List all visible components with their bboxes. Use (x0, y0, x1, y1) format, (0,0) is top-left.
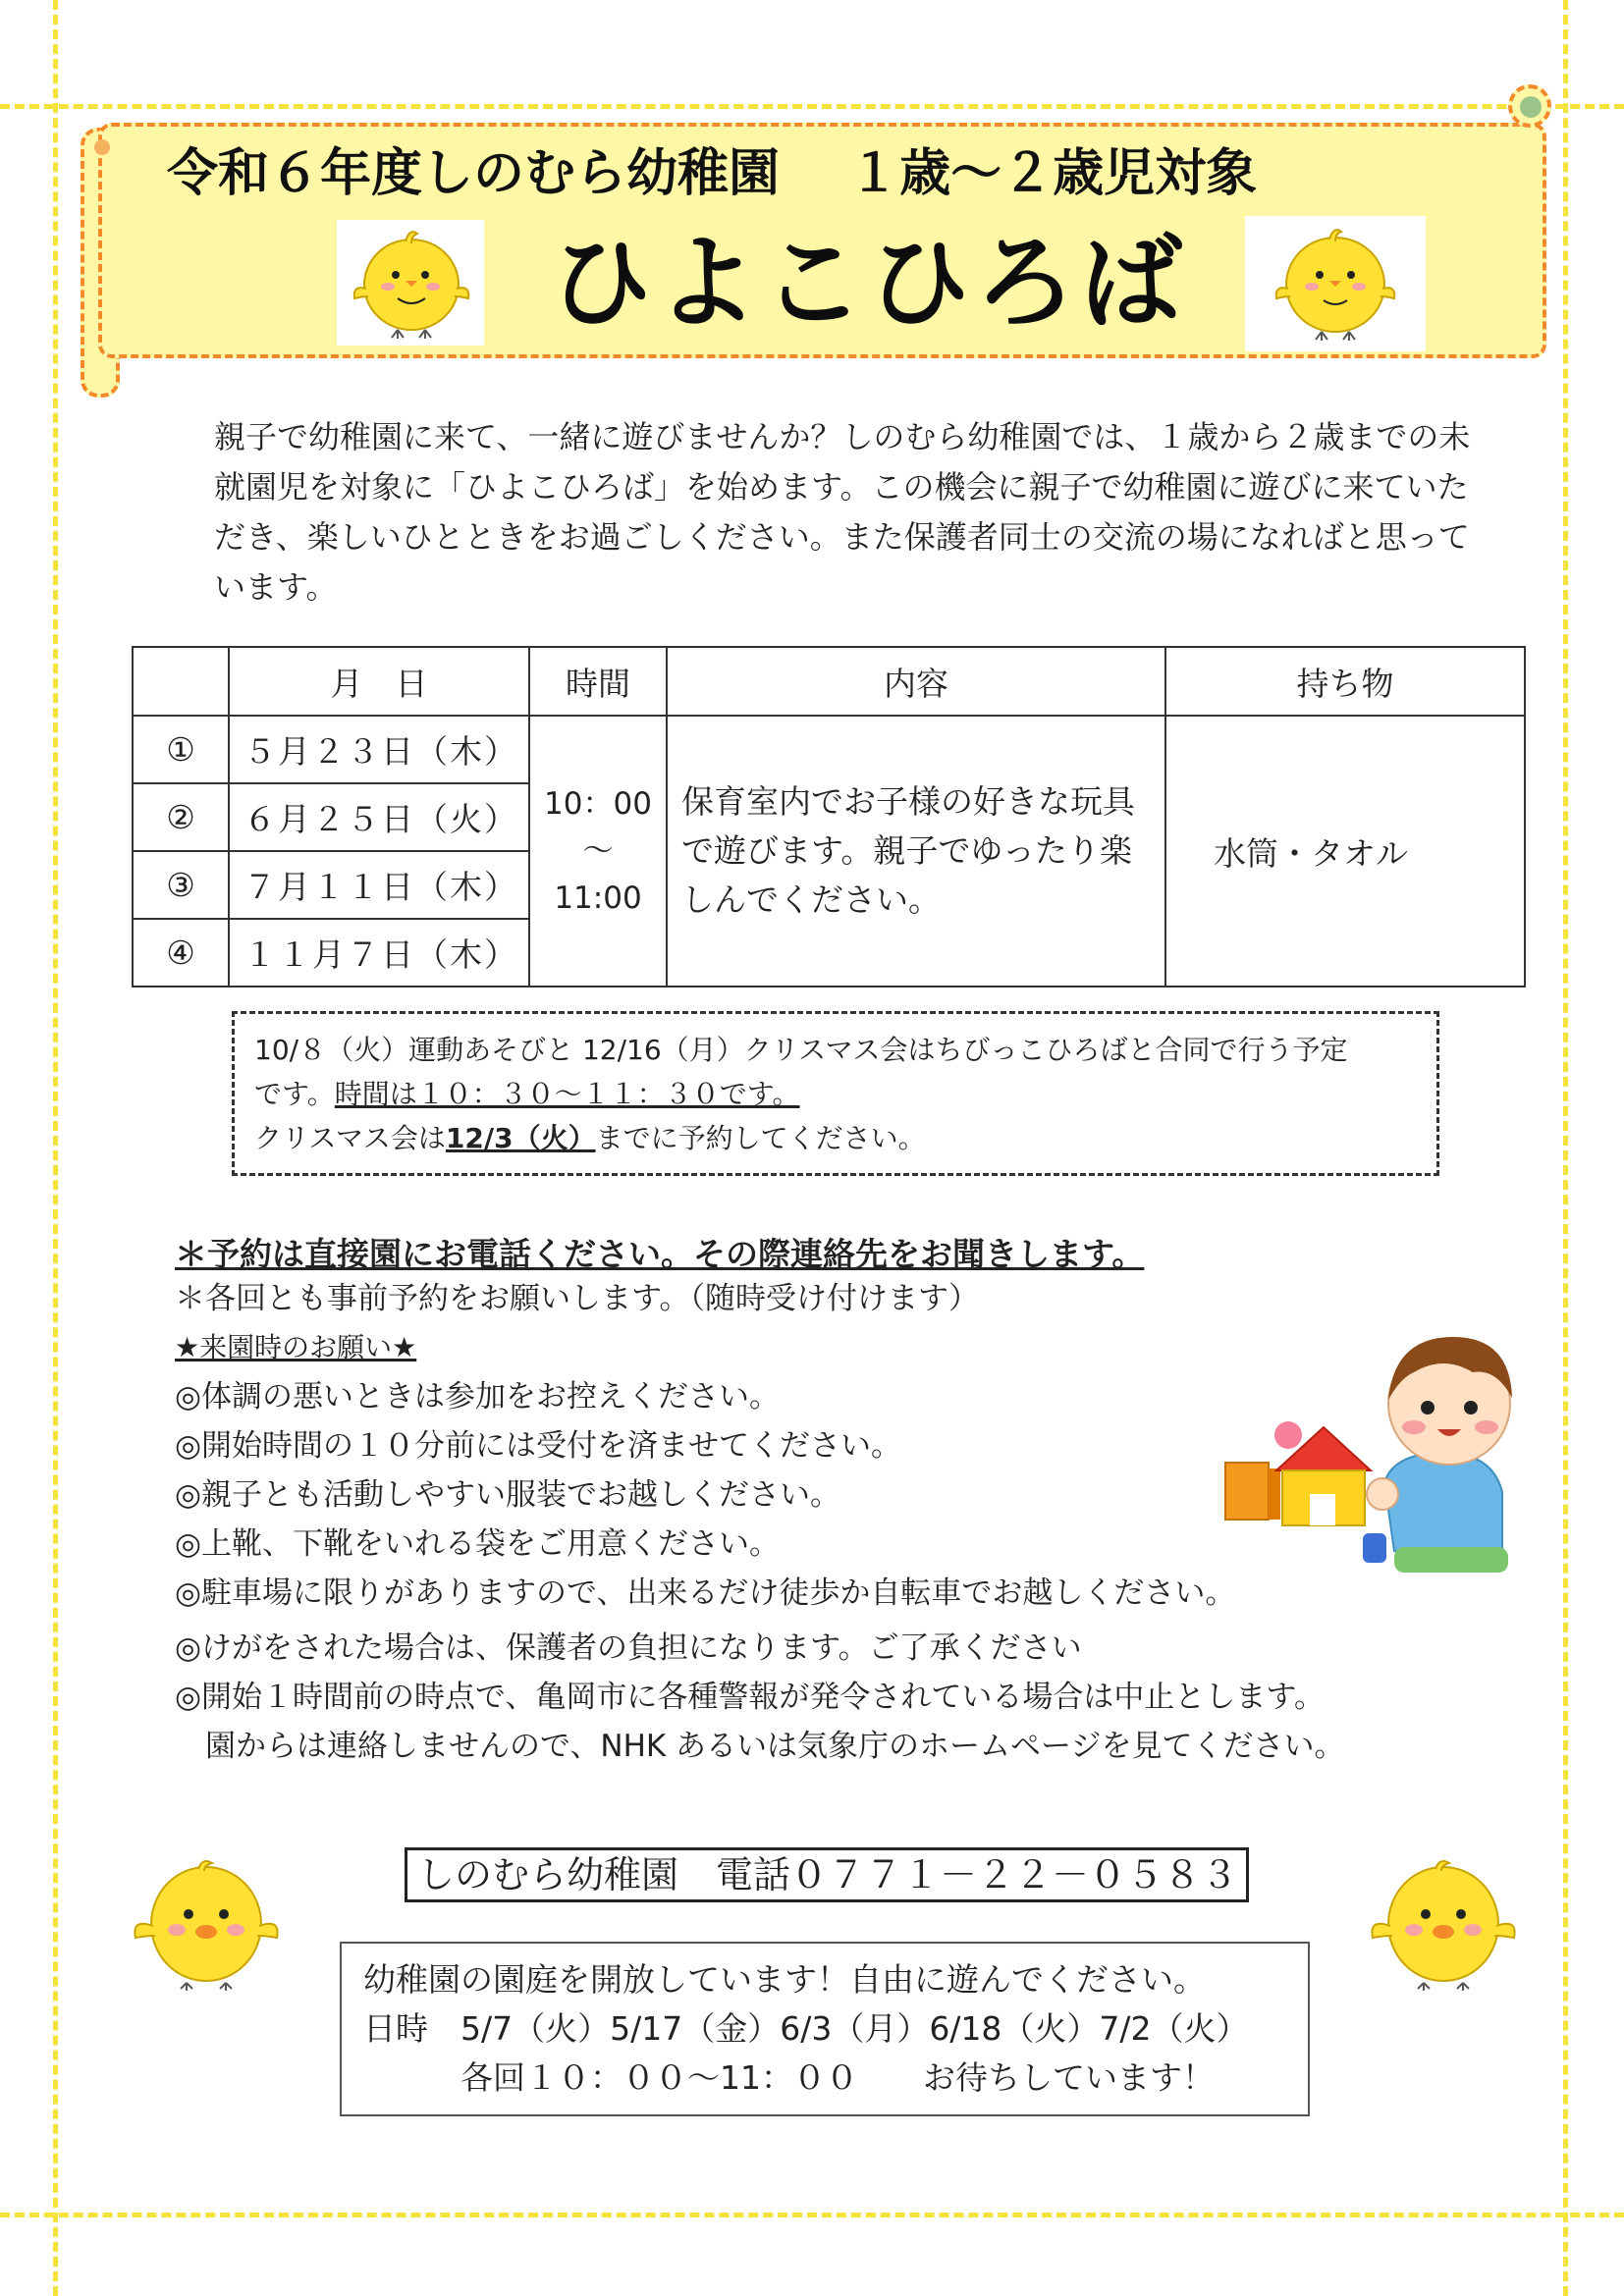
request-item: ◎駐車場に限りがありますので、出来るだけ徒歩か自転車でお越しください。 (175, 1575, 1236, 1611)
request-item: ◎親子とも活動しやすい服装でお越しください。 (175, 1477, 841, 1513)
request-item: ◎上靴、下靴をいれる袋をご用意ください。 (175, 1526, 781, 1562)
session-time (529, 716, 667, 987)
intro-paragraph: 親子で幼稚園に来て、一緒に遊びませんか？しのむら幼稚園では、１歳から２歳までの未就園児を対象に「ひよこひろば」を始めます。この機会に親子で幼稚園に遊びに来ていただき、楽しいひとときをお過ごしください。また保護者同士の交流の場になればと思っています。 (214, 418, 1471, 606)
garden-time: 各回１０：００～11：００ お待ちしています！ (363, 2058, 1215, 2097)
notice-deadline: 12/3（火） (445, 1122, 596, 1154)
header-time: 時間 (529, 647, 667, 716)
chick-icon-bottom-left (128, 1853, 285, 1991)
session-number: ② (133, 783, 229, 851)
time-end: 11:00 (554, 881, 642, 916)
reservation-heading: ＊予約は直接園にお電話ください。その際連絡先をお聞きします。 (175, 1235, 1145, 1273)
request-item: ◎開始時間の１０分前には受付を済ませてください。 (175, 1428, 902, 1464)
frame-right-dashes (1563, 0, 1568, 2296)
session-date: ７月１１日（木） (229, 851, 529, 919)
notice-line-2-prefix: です。 (254, 1078, 335, 1110)
time-separator: ～ (582, 833, 614, 869)
schedule-header-row (133, 647, 1525, 716)
session-date: １１月７日（木） (229, 919, 529, 987)
garden-dates: 日時 5/7（火）5/17（金）6/3（月）6/18（火）7/2（火） (363, 2009, 1249, 2048)
request-item: 園からは連絡しませんので、NHK あるいは気象庁のホームページを見てください。 (175, 1729, 1345, 1764)
page-title: ひよこひろば (550, 223, 1187, 343)
notice-line-3-prefix: クリスマス会は (254, 1122, 446, 1154)
session-number: ① (133, 716, 229, 783)
chick-icon-left (337, 220, 484, 346)
notice-line-3 (254, 1116, 1417, 1160)
frame-bottom-dashes (0, 2213, 1624, 2217)
request-item: ◎けがをされた場合は、保護者の負担になります。ご了承ください (175, 1630, 1082, 1666)
session-number: ③ (133, 851, 229, 919)
schedule-table (132, 646, 1526, 988)
session-date: ６月２５日（火） (229, 783, 529, 851)
session-number: ④ (133, 919, 229, 987)
notice-time-underlined: 時間は１０：３０～１１：３０です。 (334, 1078, 800, 1110)
contact-phone-box: しのむら幼稚園 電話０７７１－２２－０５８３ (405, 1847, 1249, 1902)
session-items: 水筒・タオル (1165, 716, 1525, 987)
session-date: ５月２３日（木） (229, 716, 529, 783)
reservation-note: ＊各回とも事前予約をお願いします。（随時受け付けます） (175, 1281, 980, 1316)
chick-icon-right (1245, 216, 1426, 351)
request-item: ◎開始１時間前の時点で、亀岡市に各種警報が発令されている場合は中止とします。 (175, 1680, 1325, 1715)
child-playing-blocks-illustration (1218, 1325, 1542, 1590)
banner-curl-right-dot (1520, 96, 1542, 118)
header-num (133, 647, 229, 716)
header-content: 内容 (667, 647, 1165, 716)
table-row (133, 716, 1525, 783)
garden-open-box (340, 1942, 1310, 2116)
notice-box (232, 1011, 1439, 1176)
banner-curl-dot (94, 139, 110, 155)
requests-title: ★来園時のお願い★ (175, 1331, 417, 1363)
notice-line-1: 10/８（火）運動あそびと 12/16（月）クリスマス会はちびっこひろばと合同で行う予定 (254, 1034, 1348, 1066)
frame-top-dashes (0, 104, 1624, 109)
request-item: ◎体調の悪いときは参加をお控えください。 (175, 1379, 781, 1415)
header-items: 持ち物 (1165, 647, 1525, 716)
header-date: 月 日 (229, 647, 529, 716)
time-start: 10：00 (544, 786, 652, 822)
frame-left-dashes (53, 0, 58, 2296)
header-subtitle: 令和６年度しのむら幼稚園 １歳～２歳児対象 (167, 144, 1258, 203)
garden-line-1: 幼稚園の園庭を開放しています！自由に遊んでください。 (363, 1960, 1206, 1999)
notice-line-2 (254, 1072, 1417, 1116)
session-content: 保育室内でお子様の好きな玩具で遊びます。親子でゆったり楽しんでください。 (667, 716, 1165, 987)
chick-icon-bottom-right (1365, 1853, 1522, 1991)
notice-line-3-suffix: までに予約してください。 (595, 1122, 926, 1154)
